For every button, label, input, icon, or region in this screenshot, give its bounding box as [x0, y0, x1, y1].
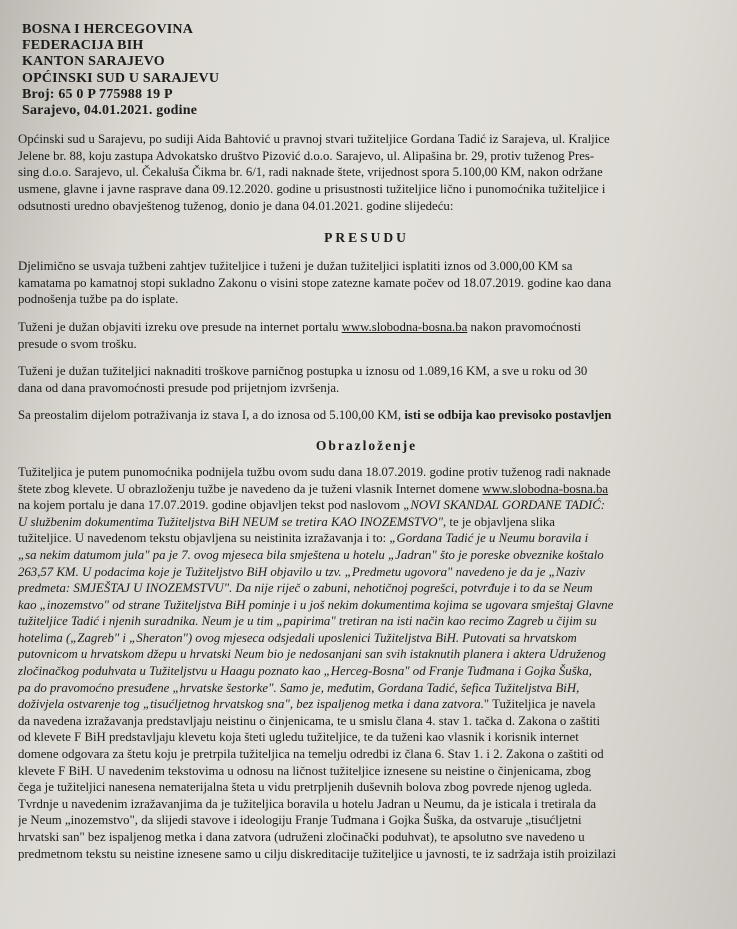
reasoning-line [18, 497, 715, 514]
verdict-paragraph-1 [18, 258, 715, 308]
header-case-number: Broj: 65 0 P 775988 19 P [22, 86, 173, 102]
reasoning-line [18, 481, 715, 498]
reasoning-line: klevete F BiH. U navedenim tekstovima u odnosu na ličnost tužiteljice iznesene su neistine o činjenicama, zbog [18, 763, 591, 778]
verdict-paragraph-3 [18, 363, 715, 396]
verdict-text: nakon pravomoćnosti [467, 319, 582, 334]
verdict-line: kamatama po kamatnoj stopi sukladno Zakonu o visini stope zatezne kamate počev od 18.07.2019. godine kao dana [18, 275, 612, 290]
reasoning-line [18, 696, 715, 713]
reasoning-line: pa do pravomoćno presuđene „hrvatske šestorke". Samo je, međutim, Gordana Tadić, šefica Tužiteljstva BiH, [18, 680, 580, 695]
reasoning-line: predmetnom tekstu su neistine iznesene samo u cilju diskreditacije tužiteljice u javnosti, te iz sadržaja istih proizilazi [18, 846, 617, 861]
reasoning-line: čega je tužiteljici nanesena nematerijalna šteta u vidu pretrpljenih duševnih bolova zbog povrede njenog ugleda. [18, 780, 592, 795]
reasoning-text: tužiteljice. U navedenom tekstu objavljena su neistinita izražavanja i to: [18, 531, 390, 546]
document-header [22, 22, 715, 119]
header-court: OPĆINSKI SUD U SARAJEVU [22, 70, 220, 86]
reasoning-line: hotelima („Zagreb" i „Sheraton") ovog mjeseca odsjedali uposlenici Tužiteljstva BiH. Putovati sa hrvatskom [18, 630, 577, 645]
verdict-line [18, 319, 715, 336]
heading-presudu: PRESUDU [324, 230, 409, 246]
intro-line: usmene, glavne i javne rasprave dana 09.12.2020. godine u prisustnosti tužiteljice lično i punomoćnika tužiteljice i [18, 182, 606, 196]
quoted-text: doživjela ostvarenje tog „tisućljetnog hrvatskog sna", bez ispaljenog metka i dana zatvora. [18, 697, 484, 712]
header-date: Sarajevo, 04.01.2021. godine [22, 103, 198, 119]
reasoning-line [18, 530, 715, 547]
reasoning-line: je Neum „inozemstvo", da slijedi stavove i ideologiju Franje Tuđmana i Gojka Šuška, da ostvaruje „tisućljetni [18, 813, 582, 828]
verdict-text: Sa preostalim dijelom potraživanja iz stava I, a do iznosa od 5.100,00 KM, [18, 408, 405, 423]
verdict-text: Tuženi je dužan objaviti izreku ove presude na internet portalu [18, 319, 342, 334]
reasoning-paragraph [18, 464, 715, 862]
verdict-line: dana od dana pravomoćnosti presude pod prijetnjom izvršenja. [18, 380, 340, 395]
intro-line: Općinski sud u Sarajevu, po sudiji Aida Bahtović u pravnoj stvari tužiteljice Gordana Tadić iz Sarajeva, ul. Kraljice [18, 132, 610, 147]
intro-line: sing d.o.o. Sarajevo, ul. Čekaluša Čikma br. 6/1, radi naknade štete, vrijednost spora 5.100,00 KM, nakon održane [18, 165, 603, 180]
reasoning-line: hrvatski san" bez ispaljenog metka i dana zatvora (udruženi zločinački poduhvat), te apsolutno sve navedeno u [18, 830, 585, 844]
reasoning-line: od klevete F BiH predstavljaju klevetu koja šteti ugledu tužiteljice, te da tuženi kao vlasnik i korisnik internet [18, 730, 579, 745]
verdict-bold-text: isti se odbija kao previsoko postavljen [404, 408, 612, 423]
verdict-line: podnošenja tužbe pa do isplate. [18, 292, 179, 307]
article-title: „NOVI SKANDAL GORDANE TADIĆ: [403, 498, 606, 513]
heading-obrazlozenje: Obrazloženje [315, 437, 418, 453]
verdict-paragraph-4 [18, 407, 715, 424]
header-country: BOSNA I HERCEGOVINA [22, 22, 194, 37]
reasoning-line: domene odgovara za štetu koju je pretrpila tužiteljica na temelju odredbi iz člana 6. Stav 1. i 2. Zakona o zaštiti od [18, 747, 604, 762]
reasoning-line: putovnicom u hrvatskom džepu u hrvatski Neum bio je nedosanjani san svih istaknutih planera i aktera Udruženog [18, 647, 606, 662]
portal-link: www.slobodna-bosna.ba [341, 319, 468, 334]
reasoning-text: na kojem portalu je dana 17.07.2019. godine objavljen tekst pod naslovom [18, 498, 404, 513]
reasoning-line: zločinačkog poduhvata u Tužiteljstvu u Haagu poznato kao „Herceg-Bosna" od Franje Tuđmana i Gojka Šuška, [18, 664, 592, 679]
intro-line: odsutnosti uredno obavještenog tuženog, donio je dana 04.01.2021. godine slijedeću: [18, 198, 454, 213]
intro-paragraph [18, 131, 715, 214]
reasoning-line: kao „inozemstvo" od strane Tužiteljstva BiH pominje i u još nekim dokumentima kojima se ugovara smještaj Glavne [18, 597, 614, 612]
reasoning-line: Tužiteljica je putem punomoćnika podnijela tužbu ovom sudu dana 18.07.2019. godine protiv tuženog radi naknade [18, 464, 611, 479]
article-title: U službenim dokumentima Tužiteljstva BiH NEUM se tretira KAO INOZEMSTVO" [18, 514, 444, 529]
verdict-line: Tuženi je dužan tužiteljici naknaditi troškove parničnog postupka u iznosu od 1.089,16 KM, a sve u roku od 30 [18, 364, 588, 379]
header-canton: KANTON SARAJEVO [22, 54, 165, 70]
quoted-text: „Gordana Tadić je u Neumu boravila i [389, 531, 589, 546]
reasoning-text: štete zbog klevete. U obrazloženju tužbe je navedeno da je tuženi vlasnik Internet domene [18, 481, 483, 496]
reasoning-line: tužiteljice Tadić i njenih suradnika. Neum je u tim „papirima" tretiran na isti način kao recimo Zagreb u čijim su [18, 614, 597, 629]
verdict-line [18, 407, 715, 424]
portal-link: www.slobodna-bosna.ba [482, 481, 609, 496]
reasoning-line: 263,57 KM. U podacima koje je Tužiteljstvo BiH objavilo u tzv. „Predmetu ugovora" navedeno je da je „Naziv [18, 564, 585, 579]
reasoning-text: , te je objavljena slika [443, 514, 555, 529]
reasoning-text: " Tužiteljica je navela [483, 697, 596, 712]
header-federation: FEDERACIJA BIH [22, 38, 144, 54]
verdict-line: Djelimično se usvaja tužbeni zahtjev tužiteljice i tuženi je dužan tužiteljici isplatiti iznos od 3.000,00 KM sa [18, 259, 573, 274]
reasoning-line: „sa nekim datumom jula" pa je 7. ovog mjeseca bila smještena u hotelu „Jadran" što je poreske obveznike koštalo [18, 547, 604, 562]
reasoning-line [18, 514, 715, 531]
intro-line: Jelene br. 88, koju zastupa Advokatsko društvo Pizović d.o.o. Sarajevo, ul. Alipašina br. 29, protiv tuženog Pres- [18, 148, 595, 163]
reasoning-line: predmeta: SMJEŠTAJ U INOZEMSTVU". Da nije riječ o zabuni, nehotičnoj pogrešci, potvrđuje i to da se Neum [18, 581, 593, 596]
verdict-paragraph-2 [18, 319, 715, 352]
verdict-line: presude o svom trošku. [18, 336, 137, 351]
reasoning-line: da navedena izražavanja predstavljaju neistinu o činjenicama, te u smislu člana 4. stav 1. tačka d. Zakona o zaštiti [18, 713, 601, 728]
reasoning-line: Tvrdnje u navedenim izražavanjima da je tužiteljica boravila u hotelu Jadran u Neumu, da je isticala i tretirala da [18, 796, 597, 811]
